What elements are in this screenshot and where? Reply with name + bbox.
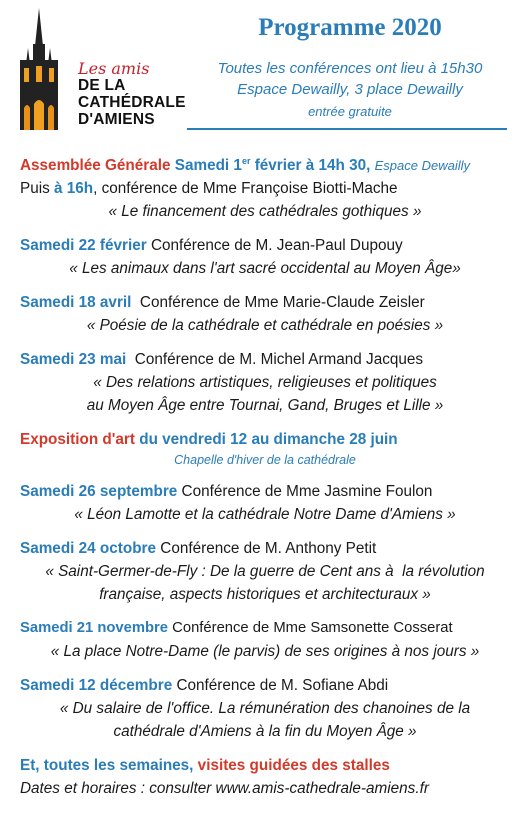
event-date: Samedi 26 septembre: [20, 483, 178, 500]
logo-de-la: DE LA: [78, 77, 126, 94]
logo-text: [78, 60, 186, 128]
event-title-line-1: « Du salaire de l'office. La rémunération des chanoines de la: [59, 700, 471, 717]
event-speaker: Conférence de M. Sofiane Abdi: [172, 677, 389, 694]
event-exposition: [20, 428, 510, 469]
event-line: [20, 428, 510, 451]
event-date: Samedi 21 novembre: [20, 620, 169, 636]
logo-les-amis: Les amis: [78, 59, 150, 78]
event-line: [20, 348, 510, 371]
cathedral-icon: [16, 8, 62, 134]
event-12-decembre: [20, 674, 510, 743]
event-title: « Poésie de la cathédrale et cathédrale en poésies »: [86, 317, 444, 334]
header-divider: [187, 128, 507, 130]
event-speaker: Conférence de M. Jean-Paul Dupouy: [146, 237, 403, 254]
event-date: Samedi 22 février: [20, 237, 147, 254]
event-then: Puis: [20, 180, 55, 197]
event-title: « Le financement des cathédrales gothiques »: [108, 203, 422, 220]
event-23-mai: [20, 348, 510, 417]
header: [0, 0, 519, 140]
date-superscript: er: [241, 155, 251, 166]
event-speaker: Conférence de Mme Jasmine Foulon: [177, 483, 433, 500]
event-line-2: [20, 177, 510, 200]
event-line: [20, 480, 510, 503]
event-label: Exposition d'art: [20, 431, 135, 448]
event-line: [20, 291, 510, 314]
footer-weekly: Et, toutes les semaines,: [20, 757, 194, 774]
event-time: à 16h: [54, 180, 94, 197]
subtitle-time: Toutes les conférences ont lieu à 15h30: [217, 60, 483, 77]
event-date: Samedi 18 avril: [20, 294, 132, 311]
event-title-line-2: cathédrale d'Amiens à la fin du Moyen Âge »: [113, 723, 417, 740]
event-title-line-2: au Moyen Âge entre Tournai, Gand, Bruges et Lille »: [86, 397, 444, 414]
event-date: Samedi 23 mai: [20, 351, 127, 368]
event-18-avril: [20, 291, 510, 337]
event-26-septembre: [20, 480, 510, 526]
event-speaker: Conférence de Mme Samsonette Cosserat: [168, 620, 453, 636]
event-place: Chapelle d'hiver de la cathédrale: [174, 453, 356, 467]
event-line: [20, 617, 510, 640]
event-speaker: Conférence de Mme Marie-Claude Zeisler: [131, 294, 425, 311]
association-logo: [16, 8, 186, 134]
event-speaker: Conférence de M. Michel Armand Jacques: [126, 351, 424, 368]
event-label: Assemblée Générale: [20, 157, 171, 174]
event-date: Samedi 12 décembre: [20, 677, 173, 694]
event-line: [20, 674, 510, 697]
event-21-novembre: [20, 617, 510, 663]
event-title: « Léon Lamotte et la cathédrale Notre Dame d'Amiens »: [74, 506, 456, 523]
logo-cathedrale: CATHÉDRALE: [78, 94, 186, 111]
event-assemblee-generale: [20, 154, 510, 223]
programme-list: [20, 154, 510, 811]
event-title-line-2: française, aspects historiques et architecturaux »: [99, 586, 431, 603]
subtitle-place: Espace Dewailly, 3 place Dewailly: [237, 81, 463, 98]
event-date: Samedi 24 octobre: [20, 540, 157, 557]
event-line: [20, 234, 510, 257]
event-line: [20, 537, 510, 560]
event-title-line-1: « Des relations artistiques, religieuses et politiques: [93, 374, 437, 391]
event-title: « La place Notre-Dame (le parvis) de ses origines à nos jours »: [50, 643, 480, 660]
page-title: Programme 2020: [258, 14, 442, 41]
event-speaker: , conférence de Mme Françoise Biotti-Mache: [93, 180, 398, 197]
event-22-fevrier: [20, 234, 510, 280]
event-date: [175, 157, 371, 174]
footer-line-1: [20, 754, 510, 777]
logo-amiens: D'AMIENS: [78, 111, 155, 128]
footer-visits: visites guidées des stalles: [193, 757, 390, 774]
subtitle-free: entrée gratuite: [308, 104, 392, 119]
event-24-octobre: [20, 537, 510, 606]
footer-website: Dates et horaires : consulter www.amis-cathedrale-amiens.fr: [20, 780, 429, 797]
event-place: Espace Dewailly: [374, 158, 470, 173]
footer-note: [20, 754, 510, 800]
event-date-rest: février à 14h 30,: [250, 157, 371, 174]
event-speaker: Conférence de M. Anthony Petit: [156, 540, 377, 557]
event-title: « Les animaux dans l'art sacré occidental au Moyen Âge»: [69, 260, 461, 277]
event-line: [20, 154, 510, 177]
event-date: du vendredi 12 au dimanche 28 juin: [134, 431, 398, 448]
event-title-line-1: « Saint-Germer-de-Fly : De la guerre de Cent ans à la révolution: [45, 563, 485, 580]
event-date-start: Samedi 1: [174, 157, 242, 174]
